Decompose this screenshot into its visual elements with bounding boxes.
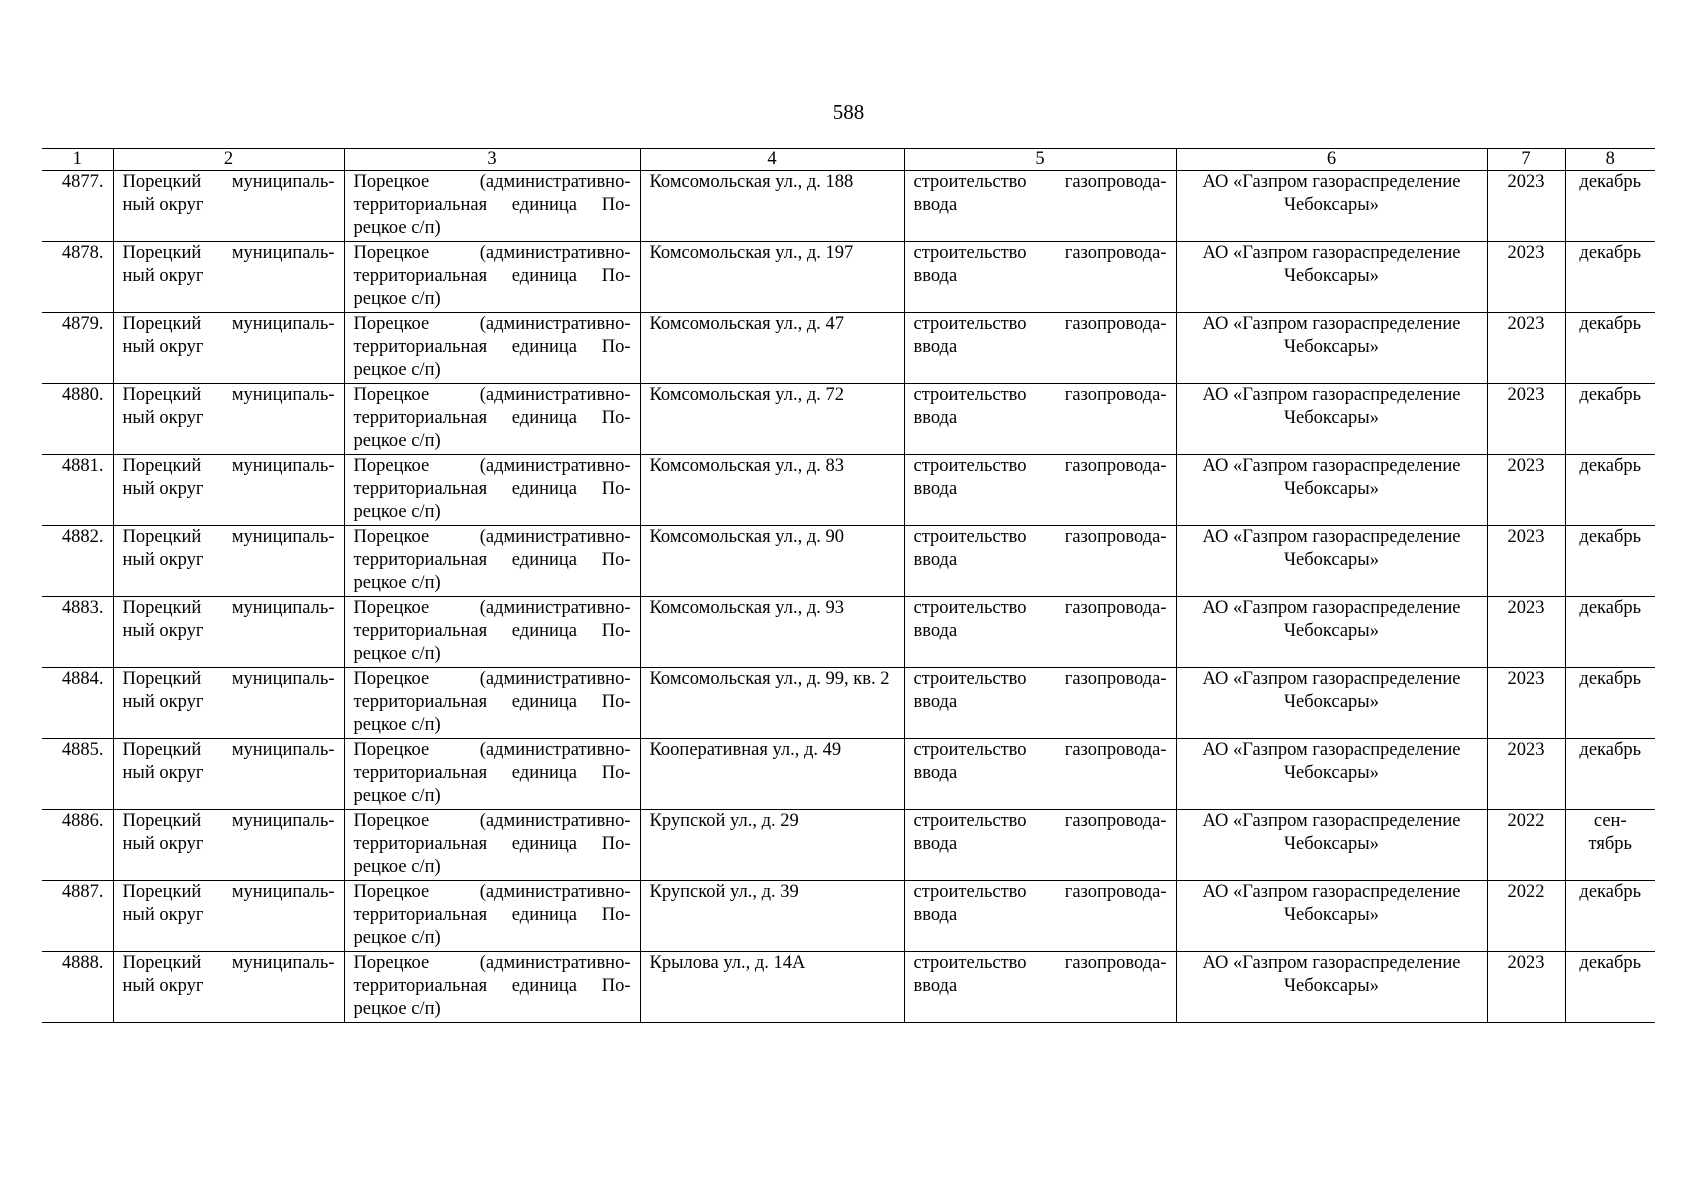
month-cell: сен-тябрь bbox=[1565, 810, 1655, 881]
row-number-cell: 4886. bbox=[42, 810, 113, 881]
address-cell: Крылова ул., д. 14А bbox=[640, 952, 904, 1023]
work-type-cell: строительство газопровода-ввода bbox=[904, 526, 1176, 597]
month-cell: декабрь bbox=[1565, 313, 1655, 384]
work-type-cell: строительство газопровода-ввода bbox=[904, 952, 1176, 1023]
district-cell: Порецкий муниципаль-ный округ bbox=[113, 384, 344, 455]
month-cell: декабрь bbox=[1565, 668, 1655, 739]
year-cell: 2023 bbox=[1487, 384, 1565, 455]
year-cell: 2023 bbox=[1487, 668, 1565, 739]
organization-cell: АО «Газпром газораспределение Чебоксары» bbox=[1176, 739, 1487, 810]
address-cell: Комсомольская ул., д. 197 bbox=[640, 242, 904, 313]
row-number-cell: 4888. bbox=[42, 952, 113, 1023]
month-cell: декабрь bbox=[1565, 881, 1655, 952]
organization-cell: АО «Газпром газораспределение Чебоксары» bbox=[1176, 526, 1487, 597]
locality-cell: Порецкое (административно-территориальная единица По-рецкое с/п) bbox=[344, 242, 640, 313]
year-cell: 2023 bbox=[1487, 739, 1565, 810]
address-cell: Комсомольская ул., д. 99, кв. 2 bbox=[640, 668, 904, 739]
row-number-cell: 4879. bbox=[42, 313, 113, 384]
work-type-cell: строительство газопровода-ввода bbox=[904, 384, 1176, 455]
table-row bbox=[42, 739, 1655, 810]
district-cell: Порецкий муниципаль-ный округ bbox=[113, 526, 344, 597]
column-header: 1 bbox=[42, 149, 113, 171]
address-cell: Комсомольская ул., д. 72 bbox=[640, 384, 904, 455]
table-row bbox=[42, 242, 1655, 313]
organization-cell: АО «Газпром газораспределение Чебоксары» bbox=[1176, 597, 1487, 668]
month-cell: декабрь bbox=[1565, 455, 1655, 526]
district-cell: Порецкий муниципаль-ный округ bbox=[113, 455, 344, 526]
locality-cell: Порецкое (административно-территориальная единица По-рецкое с/п) bbox=[344, 881, 640, 952]
district-cell: Порецкий муниципаль-ный округ bbox=[113, 171, 344, 242]
row-number-cell: 4883. bbox=[42, 597, 113, 668]
table-row bbox=[42, 313, 1655, 384]
locality-cell: Порецкое (административно-территориальная единица По-рецкое с/п) bbox=[344, 597, 640, 668]
column-header: 2 bbox=[113, 149, 344, 171]
organization-cell: АО «Газпром газораспределение Чебоксары» bbox=[1176, 455, 1487, 526]
column-header: 6 bbox=[1176, 149, 1487, 171]
locality-cell: Порецкое (административно-территориальная единица По-рецкое с/п) bbox=[344, 455, 640, 526]
work-type-cell: строительство газопровода-ввода bbox=[904, 455, 1176, 526]
month-cell: декабрь bbox=[1565, 171, 1655, 242]
address-cell: Комсомольская ул., д. 188 bbox=[640, 171, 904, 242]
row-number-cell: 4882. bbox=[42, 526, 113, 597]
locality-cell: Порецкое (административно-территориальная единица По-рецкое с/п) bbox=[344, 384, 640, 455]
table-row bbox=[42, 526, 1655, 597]
district-cell: Порецкий муниципаль-ный округ bbox=[113, 313, 344, 384]
address-cell: Комсомольская ул., д. 47 bbox=[640, 313, 904, 384]
organization-cell: АО «Газпром газораспределение Чебоксары» bbox=[1176, 952, 1487, 1023]
year-cell: 2023 bbox=[1487, 455, 1565, 526]
work-type-cell: строительство газопровода-ввода bbox=[904, 313, 1176, 384]
row-number-cell: 4878. bbox=[42, 242, 113, 313]
table-row bbox=[42, 455, 1655, 526]
locality-cell: Порецкое (административно-территориальная единица По-рецкое с/п) bbox=[344, 739, 640, 810]
locality-cell: Порецкое (административно-территориальная единица По-рецкое с/п) bbox=[344, 526, 640, 597]
district-cell: Порецкий муниципаль-ный округ bbox=[113, 739, 344, 810]
column-header: 4 bbox=[640, 149, 904, 171]
organization-cell: АО «Газпром газораспределение Чебоксары» bbox=[1176, 313, 1487, 384]
table-row bbox=[42, 171, 1655, 242]
table-row bbox=[42, 881, 1655, 952]
column-header: 5 bbox=[904, 149, 1176, 171]
address-cell: Крупской ул., д. 29 bbox=[640, 810, 904, 881]
year-cell: 2023 bbox=[1487, 242, 1565, 313]
address-cell: Комсомольская ул., д. 83 bbox=[640, 455, 904, 526]
district-cell: Порецкий муниципаль-ный округ bbox=[113, 881, 344, 952]
organization-cell: АО «Газпром газораспределение Чебоксары» bbox=[1176, 242, 1487, 313]
address-cell: Комсомольская ул., д. 93 bbox=[640, 597, 904, 668]
work-type-cell: строительство газопровода-ввода bbox=[904, 668, 1176, 739]
year-cell: 2022 bbox=[1487, 810, 1565, 881]
month-cell: декабрь bbox=[1565, 597, 1655, 668]
organization-cell: АО «Газпром газораспределение Чебоксары» bbox=[1176, 668, 1487, 739]
column-number-header-row bbox=[42, 149, 1655, 171]
district-cell: Порецкий муниципаль-ный округ bbox=[113, 597, 344, 668]
column-header: 7 bbox=[1487, 149, 1565, 171]
district-cell: Порецкий муниципаль-ный округ bbox=[113, 242, 344, 313]
month-cell: декабрь bbox=[1565, 384, 1655, 455]
table-row bbox=[42, 952, 1655, 1023]
work-type-cell: строительство газопровода-ввода bbox=[904, 739, 1176, 810]
address-cell: Кооперативная ул., д. 49 bbox=[640, 739, 904, 810]
organization-cell: АО «Газпром газораспределение Чебоксары» bbox=[1176, 384, 1487, 455]
locality-cell: Порецкое (административно-территориальная единица По-рецкое с/п) bbox=[344, 810, 640, 881]
work-type-cell: строительство газопровода-ввода bbox=[904, 597, 1176, 668]
work-type-cell: строительство газопровода-ввода bbox=[904, 242, 1176, 313]
page-number: 588 bbox=[832, 100, 865, 124]
locality-cell: Порецкое (административно-территориальная единица По-рецкое с/п) bbox=[344, 952, 640, 1023]
month-cell: декабрь bbox=[1565, 952, 1655, 1023]
work-type-cell: строительство газопровода-ввода bbox=[904, 881, 1176, 952]
row-number-cell: 4881. bbox=[42, 455, 113, 526]
table-row bbox=[42, 384, 1655, 455]
month-cell: декабрь bbox=[1565, 526, 1655, 597]
row-number-cell: 4877. bbox=[42, 171, 113, 242]
table-row bbox=[42, 810, 1655, 881]
district-cell: Порецкий муниципаль-ный округ bbox=[113, 810, 344, 881]
organization-cell: АО «Газпром газораспределение Чебоксары» bbox=[1176, 810, 1487, 881]
organization-cell: АО «Газпром газораспределение Чебоксары» bbox=[1176, 171, 1487, 242]
locality-cell: Порецкое (административно-территориальная единица По-рецкое с/п) bbox=[344, 668, 640, 739]
table-row bbox=[42, 668, 1655, 739]
district-cell: Порецкий муниципаль-ный округ bbox=[113, 668, 344, 739]
year-cell: 2023 bbox=[1487, 313, 1565, 384]
organization-cell: АО «Газпром газораспределение Чебоксары» bbox=[1176, 881, 1487, 952]
work-type-cell: строительство газопровода-ввода bbox=[904, 810, 1176, 881]
table-row bbox=[42, 597, 1655, 668]
year-cell: 2022 bbox=[1487, 881, 1565, 952]
column-header: 3 bbox=[344, 149, 640, 171]
month-cell: декабрь bbox=[1565, 242, 1655, 313]
month-cell: декабрь bbox=[1565, 739, 1655, 810]
year-cell: 2023 bbox=[1487, 526, 1565, 597]
work-type-cell: строительство газопровода-ввода bbox=[904, 171, 1176, 242]
row-number-cell: 4880. bbox=[42, 384, 113, 455]
address-cell: Крупской ул., д. 39 bbox=[640, 881, 904, 952]
year-cell: 2023 bbox=[1487, 171, 1565, 242]
year-cell: 2023 bbox=[1487, 597, 1565, 668]
row-number-cell: 4885. bbox=[42, 739, 113, 810]
row-number-cell: 4884. bbox=[42, 668, 113, 739]
year-cell: 2023 bbox=[1487, 952, 1565, 1023]
row-number-cell: 4887. bbox=[42, 881, 113, 952]
column-header: 8 bbox=[1565, 149, 1655, 171]
locality-cell: Порецкое (административно-территориальная единица По-рецкое с/п) bbox=[344, 313, 640, 384]
address-cell: Комсомольская ул., д. 90 bbox=[640, 526, 904, 597]
district-cell: Порецкий муниципаль-ный округ bbox=[113, 952, 344, 1023]
gasification-schedule-table bbox=[42, 148, 1655, 1023]
locality-cell: Порецкое (административно-территориальная единица По-рецкое с/п) bbox=[344, 171, 640, 242]
